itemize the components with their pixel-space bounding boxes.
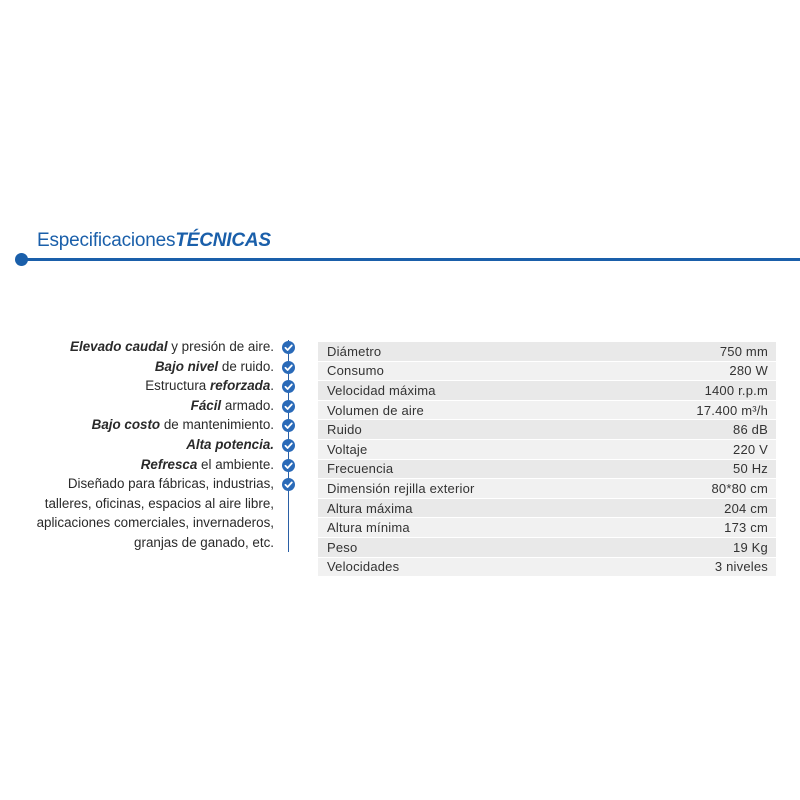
spec-row: [318, 518, 776, 537]
spec-label: Velocidad máxima: [327, 382, 436, 398]
feature-line: [0, 337, 274, 357]
spec-label: Consumo: [327, 363, 385, 379]
spec-row: [318, 342, 776, 361]
feature-line: [0, 494, 274, 514]
spec-label: Diámetro: [327, 343, 382, 359]
feature-text: aplicaciones comerciales, invernaderos,: [36, 515, 274, 531]
feature-line: [0, 533, 274, 553]
spec-value: 173 cm: [724, 520, 768, 536]
feature-line: [0, 474, 274, 494]
heading-divider-line: [20, 258, 800, 261]
spec-label: Frecuencia: [327, 461, 394, 477]
spec-row: [318, 479, 776, 498]
check-icon: [282, 341, 295, 354]
spec-row: [318, 381, 776, 400]
check-icon: [282, 459, 295, 472]
feature-emphasis: Bajo costo: [91, 417, 161, 433]
check-icon: [282, 361, 295, 374]
check-icon: [282, 400, 295, 413]
spec-value: 17.400 m³/h: [696, 402, 768, 418]
feature-line: [0, 415, 274, 435]
spec-value: 204 cm: [724, 500, 768, 516]
spec-row: [318, 499, 776, 518]
spec-value: 220 V: [733, 441, 768, 457]
heading-bold: TÉCNICAS: [175, 230, 271, 251]
spec-value: 280 W: [729, 363, 768, 379]
spec-value: 86 dB: [733, 422, 768, 438]
feature-emphasis: Bajo nivel: [154, 358, 219, 374]
spec-label: Velocidades: [327, 559, 400, 575]
spec-value: 3 niveles: [714, 559, 768, 575]
spec-value: 50 Hz: [733, 461, 768, 477]
check-icon: [282, 439, 295, 452]
feature-text: talleres, oficinas, espacios al aire libre,: [44, 495, 274, 511]
feature-text: de ruido.: [218, 358, 274, 374]
feature-line: [0, 455, 274, 475]
feature-text: de mantenimiento.: [160, 417, 274, 433]
spec-row: [318, 558, 776, 577]
heading-light: Especificaciones: [37, 230, 176, 251]
spec-label: Volumen de aire: [327, 402, 424, 418]
spec-label: Ruido: [327, 422, 362, 438]
spec-label: Peso: [327, 539, 358, 555]
feature-text: el ambiente.: [197, 456, 274, 472]
feature-emphasis: reforzada: [209, 378, 271, 394]
spec-value: 1400 r.p.m: [704, 382, 768, 398]
feature-emphasis: Fácil: [190, 397, 222, 413]
spec-row: [318, 460, 776, 479]
spec-row: [318, 420, 776, 439]
feature-text: armado.: [221, 397, 274, 413]
feature-text: .: [270, 378, 274, 394]
feature-list: [0, 337, 274, 553]
feature-emphasis: Elevado caudal: [70, 339, 168, 354]
feature-emphasis: Alta potencia.: [186, 436, 274, 452]
spec-label: Dimensión rejilla exterior: [327, 480, 475, 496]
spec-table: [318, 342, 776, 577]
feature-emphasis: Refresca: [140, 456, 198, 472]
spec-value: 19 Kg: [733, 539, 768, 555]
spec-value: 750 mm: [719, 343, 768, 359]
spec-row: [318, 362, 776, 381]
check-icon: [282, 380, 295, 393]
feature-text: Estructura: [145, 378, 210, 394]
feature-text: y presión de aire.: [167, 339, 274, 354]
check-icon: [282, 419, 295, 432]
spec-row: [318, 440, 776, 459]
feature-line: [0, 513, 274, 533]
feature-line: [0, 376, 274, 396]
feature-text: Diseñado para fábricas, industrias,: [67, 476, 274, 492]
check-icon: [282, 478, 295, 491]
spec-label: Voltaje: [327, 441, 368, 457]
spec-row: [318, 401, 776, 420]
feature-line: [0, 396, 274, 416]
section-heading: [37, 230, 271, 252]
spec-row: [318, 538, 776, 557]
feature-line: [0, 357, 274, 377]
spec-label: Altura máxima: [327, 500, 413, 516]
spec-label: Altura mínima: [327, 520, 410, 536]
feature-line: [0, 435, 274, 455]
feature-text: granjas de ganado, etc.: [134, 534, 274, 550]
spec-value: 80*80 cm: [711, 480, 768, 496]
